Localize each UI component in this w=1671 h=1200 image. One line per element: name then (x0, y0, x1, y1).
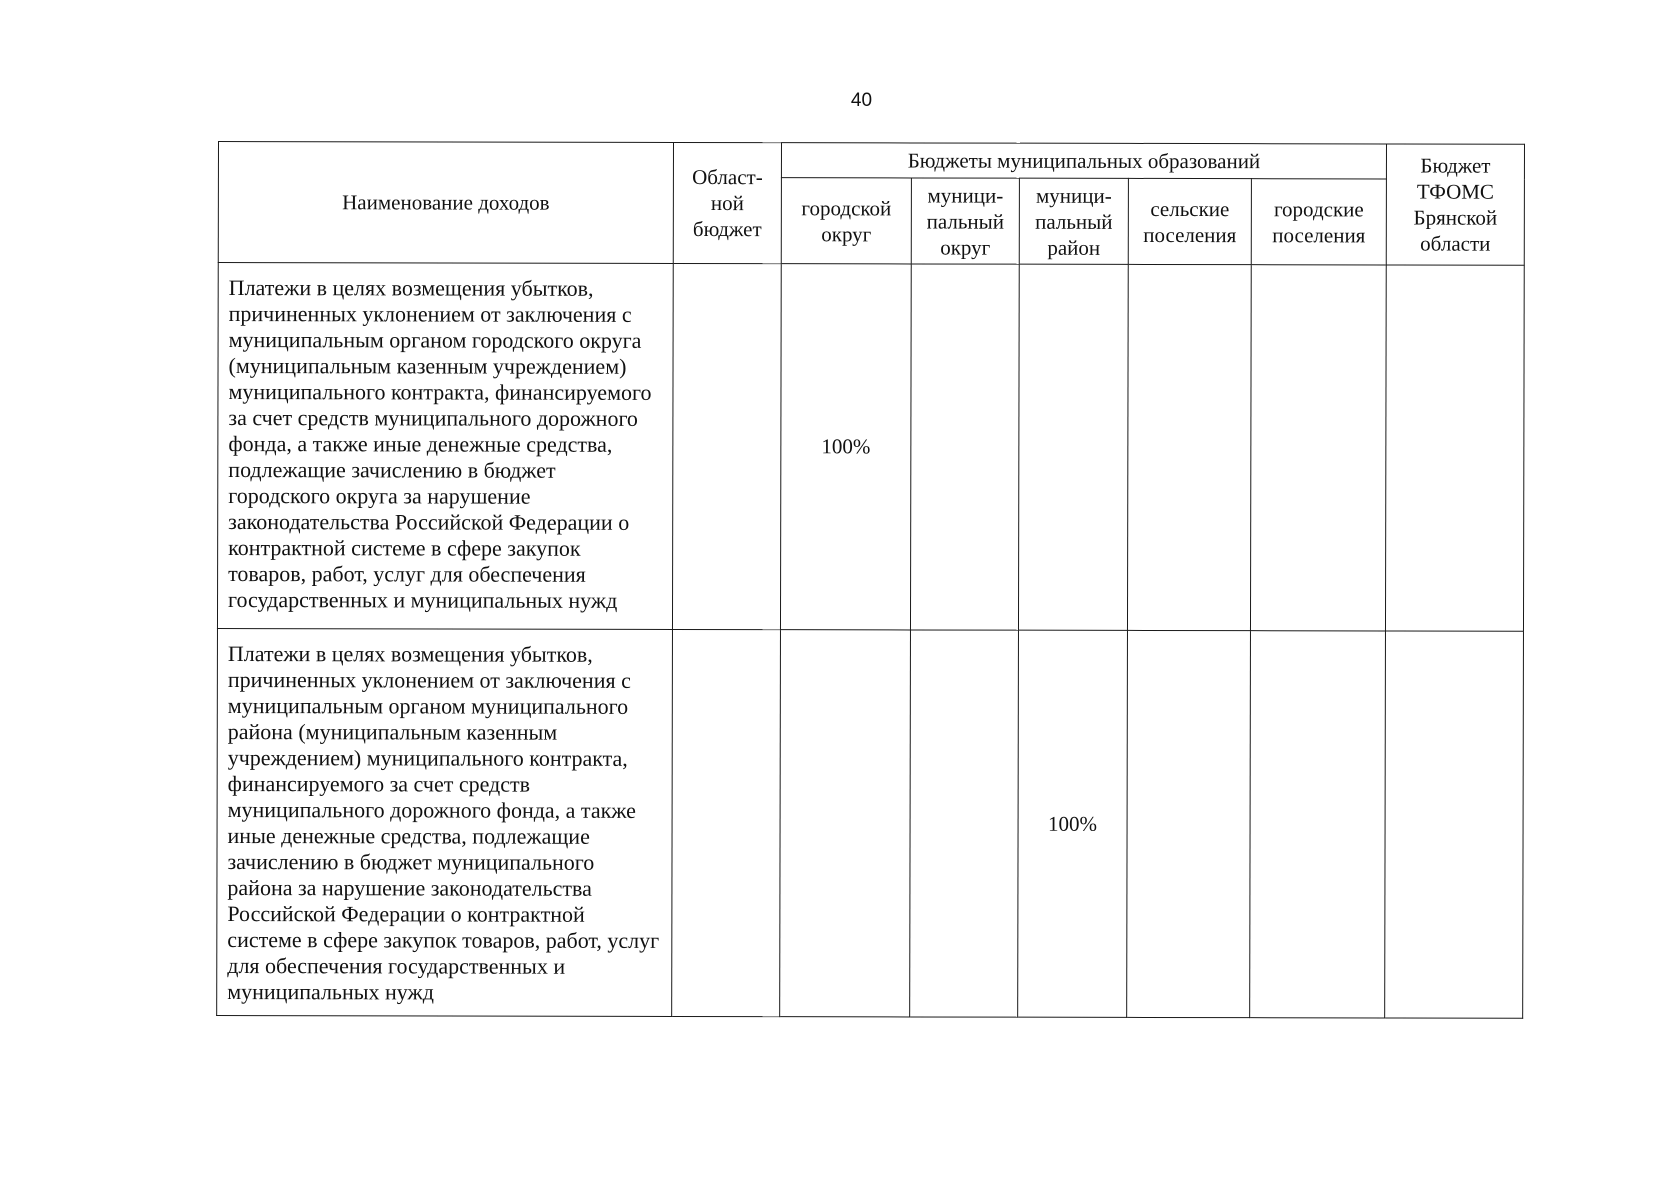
cell-regional-budget (672, 263, 781, 629)
header-tfoms-budget: Бюджет ТФОМС Брянской области (1386, 144, 1524, 265)
page-number: 40 (850, 90, 873, 111)
header-city-district: городской округ (781, 178, 911, 264)
cell-rural-settlements (1127, 630, 1251, 1017)
cell-urban-settlements (1250, 265, 1386, 631)
header-municipal-district: муници- пальный округ (911, 178, 1019, 264)
header-municipal-budgets: Бюджеты муниципальных образований (781, 143, 1386, 179)
cell-city-district: 100% (780, 264, 911, 630)
header-municipal-area: муници- пальный район (1019, 178, 1128, 264)
cell-tfoms-budget (1385, 265, 1524, 631)
header-urban-settlements: городские поселения (1251, 179, 1386, 265)
cell-municipal-district (910, 630, 1019, 1017)
table-body (217, 263, 1525, 1019)
header-rural-settlements: сельские поселения (1128, 178, 1251, 264)
header-regional-budget: Област- ной бюджет (673, 142, 781, 263)
cell-urban-settlements (1250, 631, 1386, 1018)
cell-municipal-area (1018, 264, 1128, 630)
table-row (217, 263, 1524, 632)
cell-municipal-area: 100% (1018, 630, 1128, 1017)
cell-city-district (780, 630, 911, 1017)
header-income-name: Наименование доходов (218, 142, 673, 264)
income-distribution-table (216, 141, 1525, 1019)
table-header (218, 142, 1524, 266)
table-row (217, 629, 1524, 1019)
row-description: Платежи в целях возмещения убытков, причиненных уклонением от заключения с муниципальным органом муниципального района (муниципальным казенным учреждением) муниципального контракта, финансируемого за счет средств муниципального дорожного фонда, а также иные денежные средства, подлежащие зачислению в бюджет муниципального района за нарушение законодательства Российской Федерации о контрактной системе в сфере закупок товаров, работ, услуг для обеспечения государственных и муниципальных нужд (217, 629, 673, 1017)
cell-regional-budget (672, 629, 781, 1016)
cell-tfoms-budget (1385, 631, 1524, 1018)
cell-municipal-district (910, 264, 1019, 630)
row-description: Платежи в целях возмещения убытков, причиненных уклонением от заключения с муниципальным органом городского округа (муниципальным казенным учреждением) муниципального контракта, финансируемого за счет средств муниципального дорожного фонда, а также иные денежные средства, подлежащие зачислению в бюджет городского округа за нарушение законодательства Российской Федерации о контрактной системе в сфере закупок товаров, работ, услуг для обеспечения государственных и муниципальных нужд (217, 263, 673, 630)
cell-rural-settlements (1127, 264, 1251, 630)
